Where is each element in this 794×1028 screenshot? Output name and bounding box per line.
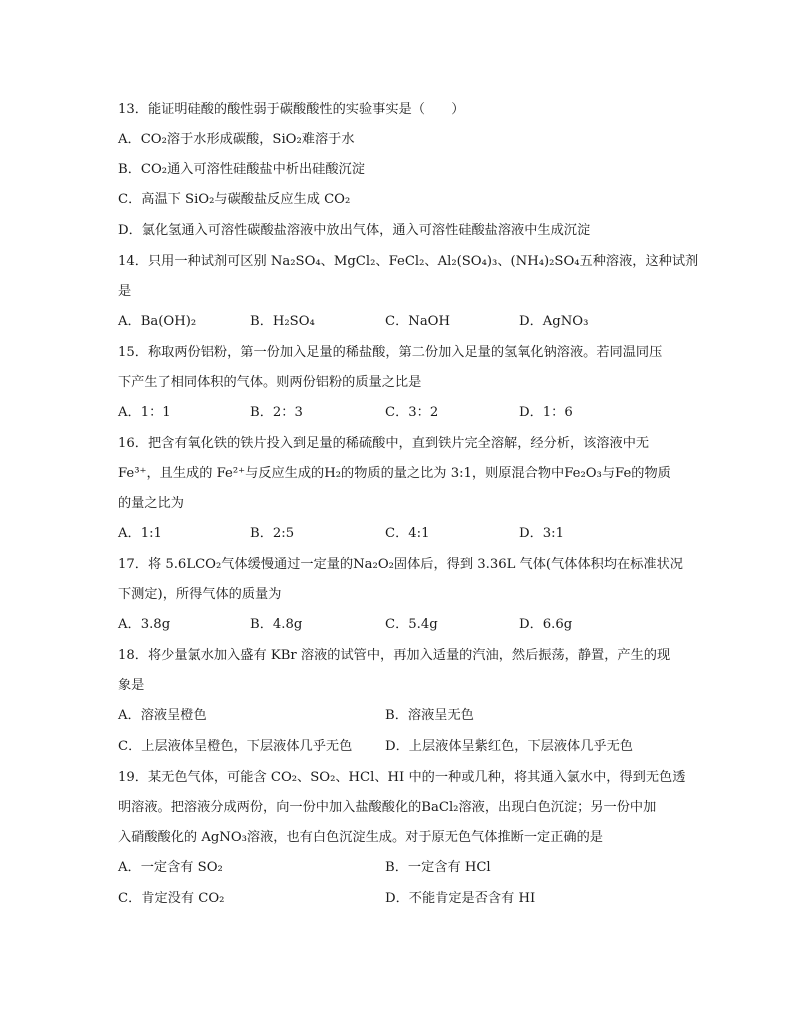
question-17-stem bbox=[118, 556, 688, 574]
q14-option-b: B．H₂SO₄ bbox=[250, 314, 315, 329]
q18-option-b: B．溶液呈无色 bbox=[385, 708, 474, 723]
q16-option-b: B．2:5 bbox=[250, 526, 295, 541]
q19-option-d: D．不能肯定是否含有 HI bbox=[385, 891, 536, 906]
q18-option-a: A．溶液呈橙色 bbox=[118, 708, 207, 723]
q16-option-d: D．3:1 bbox=[519, 526, 564, 541]
stem-line: 把含有氧化铁的铁片投入到足量的稀硫酸中，直到铁片完全溶解，经分析，该溶液中无 bbox=[147, 436, 650, 451]
q19-option-b: B．一定含有 HCl bbox=[385, 860, 491, 875]
stem-line: 只用一种试剂可区别 Na₂SO₄、MgCl₂、FeCl₂、Al₂(SO₄)₃、(NH₄)₂SO₄五种溶液，这种试剂 bbox=[147, 254, 699, 269]
q16-option-a: A．1:1 bbox=[118, 526, 162, 541]
question-14-stem bbox=[118, 253, 699, 271]
question-number: 17． bbox=[118, 557, 148, 572]
q16-option-c: C．4:1 bbox=[385, 526, 430, 541]
question-16-stem-cont1: Fe³⁺，且生成的 Fe²⁺与反应生成的H₂的物质的量之比为 3:1，则原混合物中Fe₂O₃与Fe的物质 bbox=[118, 466, 671, 481]
q15-option-a: A．1：1 bbox=[118, 405, 171, 420]
question-15-stem bbox=[118, 344, 688, 362]
q19-option-c: C．肯定没有 CO₂ bbox=[118, 891, 225, 906]
q18-option-c: C．上层液体呈橙色，下层液体几乎无色 bbox=[118, 739, 353, 754]
q14-option-c: C．NaOH bbox=[385, 314, 450, 329]
question-19-stem bbox=[118, 769, 688, 787]
q18-option-d: D．上层液体呈紫红色，下层液体几乎无色 bbox=[385, 739, 633, 754]
stem-line: 将少量氯水加入盛有 KBr 溶液的试管中，再加入适量的汽油，然后振荡，静置，产生的现 bbox=[147, 648, 671, 663]
question-16-stem-cont2: 的量之比为 bbox=[118, 496, 184, 511]
q13-option-b: B．CO₂通入可溶性硅酸盐中析出硅酸沉淀 bbox=[118, 162, 365, 177]
question-13-stem bbox=[118, 101, 688, 119]
q15-option-c: C．3：2 bbox=[385, 405, 439, 420]
question-16-stem bbox=[118, 435, 688, 453]
q14-option-a: A．Ba(OH)₂ bbox=[118, 314, 197, 329]
q17-option-a: A．3.8g bbox=[118, 617, 171, 632]
stem-line: 能证明硅酸的酸性弱于碳酸酸性的实验事实是（ ） bbox=[147, 102, 465, 117]
q17-option-b: B．4.8g bbox=[250, 617, 303, 632]
question-number: 19． bbox=[118, 770, 148, 785]
question-17-stem-cont: 下测定)，所得气体的质量为 bbox=[118, 587, 282, 602]
question-18-stem bbox=[118, 647, 688, 665]
question-number: 18． bbox=[118, 648, 148, 663]
stem-line: 将 5.6LCO₂气体缓慢通过一定量的Na₂O₂固体后，得到 3.36L 气体(气体体积均在标准状况 bbox=[147, 557, 683, 572]
q17-option-c: C．5.4g bbox=[385, 617, 438, 632]
question-number: 15． bbox=[118, 345, 148, 360]
question-19-stem-cont1: 明溶液。把溶液分成两份，向一份中加入盐酸酸化的BaCl₂溶液，出现白色沉淀；另一份中加 bbox=[118, 800, 657, 815]
q13-option-a: A．CO₂溶于水形成碳酸，SiO₂难溶于水 bbox=[118, 132, 355, 147]
question-15-stem-cont: 下产生了相同体积的气体。则两份铝粉的质量之比是 bbox=[118, 375, 422, 390]
q13-option-d: D．氯化氢通入可溶性碳酸盐溶液中放出气体，通入可溶性硅酸盐溶液中生成沉淀 bbox=[118, 223, 591, 238]
q13-option-c: C．高温下 SiO₂与碳酸盐反应生成 CO₂ bbox=[118, 192, 351, 207]
question-18-stem-cont: 象是 bbox=[118, 678, 145, 693]
question-number: 13． bbox=[118, 102, 148, 117]
question-14-stem-cont: 是 bbox=[118, 284, 132, 299]
question-number: 16． bbox=[118, 436, 148, 451]
q19-option-a: A．一定含有 SO₂ bbox=[118, 860, 223, 875]
q15-option-d: D．1：6 bbox=[519, 405, 573, 420]
q15-option-b: B．2：3 bbox=[250, 405, 303, 420]
stem-line: 某无色气体，可能含 CO₂、SO₂、HCl、HI 中的一种或几种，将其通入氯水中，得到无色透 bbox=[147, 770, 686, 785]
q14-option-d: D．AgNO₃ bbox=[519, 314, 589, 329]
stem-line: 称取两份铝粉，第一份加入足量的稀盐酸，第二份加入足量的氢氧化钠溶液。若同温同压 bbox=[147, 345, 663, 360]
question-number: 14． bbox=[118, 254, 148, 269]
question-19-stem-cont2: 入硝酸酸化的 AgNO₃溶液，也有白色沉淀生成。对于原无色气体推断一定正确的是 bbox=[118, 830, 603, 845]
q17-option-d: D．6.6g bbox=[519, 617, 573, 632]
